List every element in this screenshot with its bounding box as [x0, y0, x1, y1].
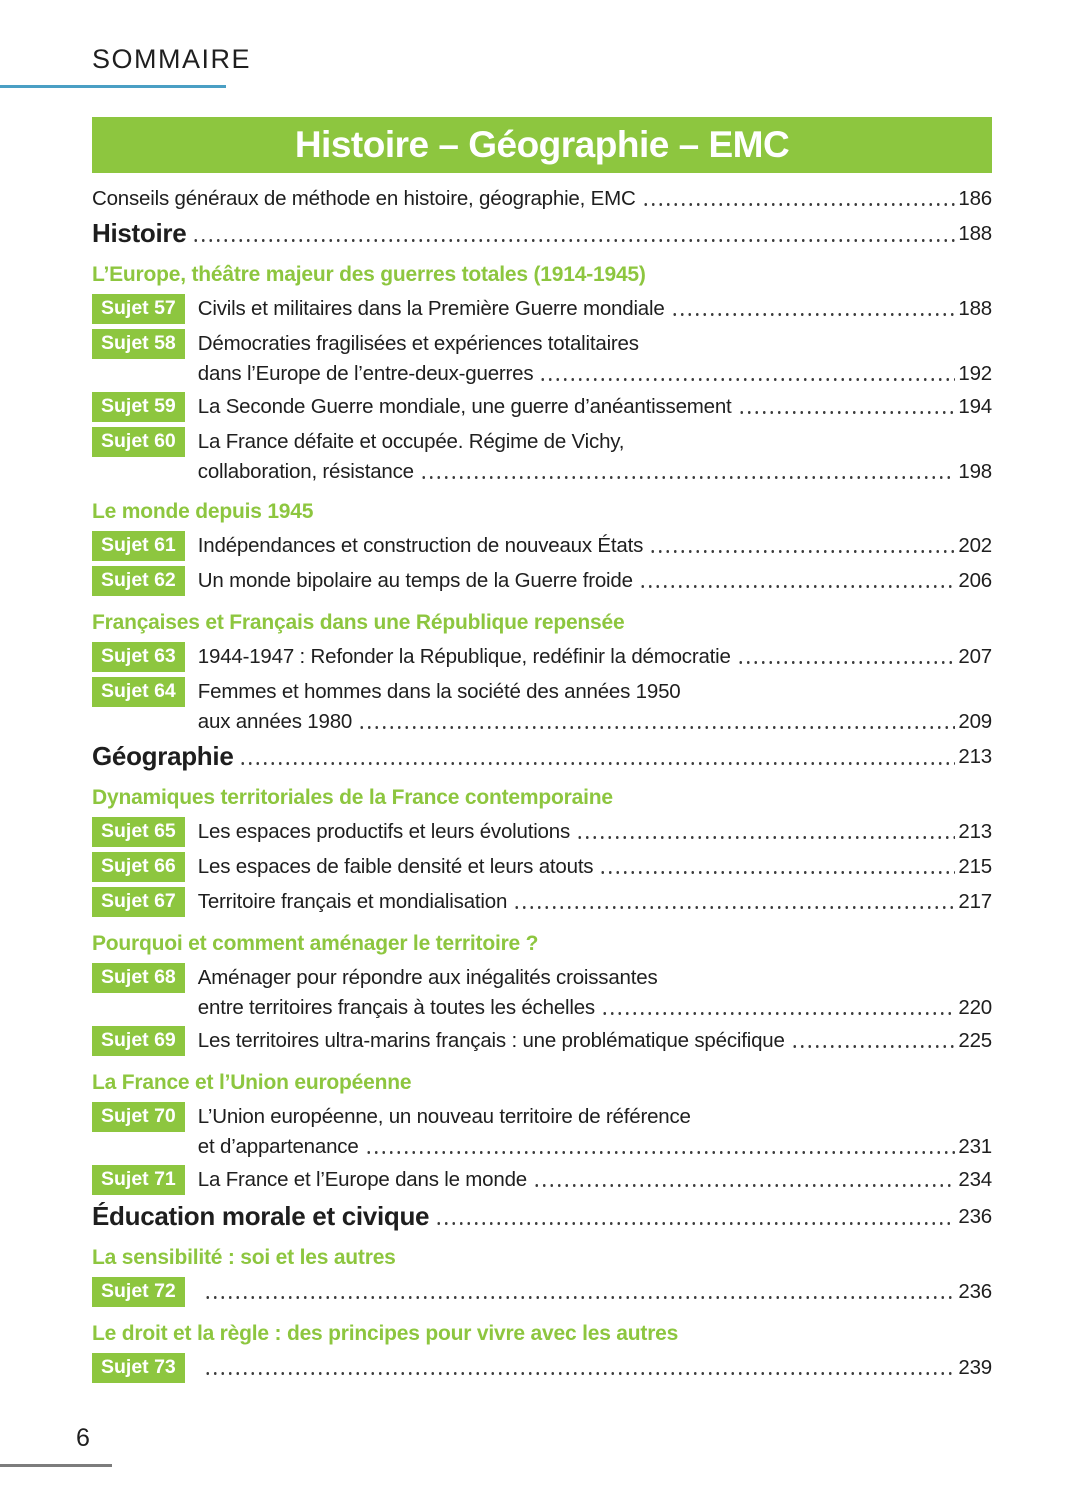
entry-title: La Seconde Guerre mondiale, une guerre d’anéantissement: [197, 395, 732, 418]
entry-body: [198, 819, 992, 845]
entry-page-number: 192: [958, 362, 992, 385]
toc-sujet-entry: [92, 889, 992, 917]
toc-entry-line: [198, 819, 992, 845]
entry-body: [198, 644, 992, 670]
entry-body: [198, 429, 992, 485]
table-of-contents: [92, 186, 992, 1383]
toc-entry-line: [198, 429, 992, 455]
toc-entry-line: [198, 854, 992, 880]
footer-page-number: 6: [76, 1424, 90, 1452]
toc-entry-line: [198, 995, 992, 1021]
entry-body: [198, 1104, 992, 1160]
dot-leader: [539, 376, 955, 383]
entry-body: [198, 1167, 992, 1193]
toc-entry-line: [198, 889, 992, 915]
toc-entry-line: [198, 679, 992, 705]
entry-body: [198, 889, 992, 915]
entry-page-number: 239: [958, 1356, 992, 1379]
toc-entry-line: [92, 742, 992, 771]
dot-leader: [533, 1182, 955, 1189]
toc-entry-line: [198, 1167, 992, 1193]
entry-title: Les espaces productifs et leurs évolutions: [197, 820, 570, 843]
entry-body: [198, 965, 992, 1021]
sujet-badge: Sujet 64: [92, 677, 185, 707]
toc-sujet-entry: [92, 1279, 992, 1307]
dot-leader: [420, 474, 956, 481]
toc-green-heading: Le droit et la règle : des principes pour vivre avec les autres: [92, 1322, 679, 1345]
dot-leader: [204, 1294, 956, 1301]
sujet-badge: Sujet 57: [92, 294, 185, 324]
toc-sujet-entry: [92, 429, 992, 485]
toc-green-heading: Le monde depuis 1945: [92, 500, 314, 523]
toc-green-heading: L’Europe, théâtre majeur des guerres totales (1914-1945): [92, 263, 646, 286]
entry-page-number: 188: [958, 222, 992, 245]
toc-sujet-entry: [92, 679, 992, 735]
entry-title: Un monde bipolaire au temps de la Guerre froide: [197, 569, 633, 592]
sujet-badge: Sujet 63: [92, 642, 185, 672]
dot-leader: [639, 583, 956, 590]
entry-page-number: 188: [958, 297, 992, 320]
entry-body: [198, 1028, 992, 1054]
toc-sujet-entry: [92, 533, 992, 561]
entry-page-number: 215: [958, 855, 992, 878]
entry-page-number: 213: [958, 745, 992, 768]
toc-sujet-entry: [92, 296, 992, 324]
entry-page-number: 194: [958, 395, 992, 418]
entry-page-number: 236: [958, 1280, 992, 1303]
entry-page-number: 206: [958, 569, 992, 592]
sujet-badge: Sujet 69: [92, 1026, 185, 1056]
entry-title: collaboration, résistance: [197, 460, 414, 483]
dot-leader: [239, 760, 955, 767]
entry-title: Femmes et hommes dans la société des années 1950: [197, 680, 681, 703]
banner-title: Histoire – Géographie – EMC: [294, 124, 790, 165]
sujet-badge: Sujet 70: [92, 1102, 185, 1132]
entry-body: [198, 1279, 992, 1305]
entry-body: [198, 679, 992, 735]
sujet-badge: Sujet 60: [92, 427, 185, 457]
toc-green-heading: Françaises et Français dans une République repensée: [92, 611, 625, 634]
entry-title: L’Union européenne, un nouveau territoire de référence: [197, 1105, 691, 1128]
toc-entry-line: [198, 1355, 992, 1381]
toc-sujet-entry: [92, 1167, 992, 1195]
toc-entry-line: [198, 459, 992, 485]
entry-page-number: 202: [958, 534, 992, 557]
section-banner: [92, 117, 992, 173]
entry-page-number: 236: [958, 1205, 992, 1228]
header-underline: [0, 85, 226, 88]
toc-sujet-entry: [92, 331, 992, 387]
entry-body: [198, 854, 992, 880]
sujet-badge: Sujet 59: [92, 392, 185, 422]
entry-title: Histoire: [92, 218, 187, 248]
toc-entry-line: [92, 219, 992, 248]
sujet-badge: Sujet 66: [92, 852, 185, 882]
dot-leader: [576, 834, 955, 841]
toc-sujet-entry: [92, 394, 992, 422]
toc-sujet-entry: [92, 819, 992, 847]
toc-green-heading: La sensibilité : soi et les autres: [92, 1246, 396, 1269]
entry-title: Indépendances et construction de nouveaux États: [197, 534, 644, 557]
toc-section-heading: [92, 742, 992, 771]
dot-leader: [513, 904, 955, 911]
dot-leader: [649, 548, 955, 555]
sujet-badge: Sujet 68: [92, 963, 185, 993]
entry-page-number: 220: [958, 996, 992, 1019]
entry-page-number: 231: [958, 1135, 992, 1158]
toc-entry-line: [198, 644, 992, 670]
dot-leader: [358, 724, 955, 731]
page-title: SOMMAIRE: [92, 44, 252, 74]
dot-leader: [204, 1370, 956, 1377]
footer-rule: [0, 1464, 112, 1467]
entry-page-number: 213: [958, 820, 992, 843]
entry-title: dans l’Europe de l’entre-deux-guerres: [197, 362, 534, 385]
toc-sujet-entry: [92, 644, 992, 672]
entry-title: Éducation morale et civique: [92, 1201, 430, 1231]
entry-page-number: 225: [958, 1029, 992, 1052]
toc-green-heading: Pourquoi et comment aménager le territoire ?: [92, 932, 539, 955]
entry-page-number: 209: [958, 710, 992, 733]
entry-title: entre territoires français à toutes les échelles: [197, 996, 595, 1019]
entry-title: et d’appartenance: [197, 1135, 359, 1158]
toc-entry-line: [198, 1279, 992, 1305]
entry-title: Conseils généraux de méthode en histoire, géographie, EMC: [92, 187, 636, 210]
toc-entry-line: [92, 186, 992, 212]
toc-sujet-entry: [92, 854, 992, 882]
toc-sujet-entry: [92, 1028, 992, 1056]
toc-entry-line: [198, 331, 992, 357]
toc-entry: [92, 186, 992, 212]
toc-entry-line: [198, 1028, 992, 1054]
sujet-badge: Sujet 71: [92, 1165, 185, 1195]
dot-leader: [642, 201, 956, 208]
entry-page-number: 234: [958, 1168, 992, 1191]
entry-title: Aménager pour répondre aux inégalités croissantes: [197, 966, 658, 989]
dot-leader: [671, 311, 956, 318]
entry-title: 1944-1947 : Refonder la République, redéfinir la démocratie: [197, 645, 731, 668]
entry-body: [198, 394, 992, 420]
toc-section-heading: [92, 1202, 992, 1231]
sujet-badge: Sujet 58: [92, 329, 185, 359]
entry-title: aux années 1980: [197, 710, 353, 733]
entry-page-number: 217: [958, 890, 992, 913]
entry-title: Civils et militaires dans la Première Guerre mondiale: [197, 297, 665, 320]
entry-title: Territoire français et mondialisation: [197, 890, 508, 913]
toc-entry-line: [198, 965, 992, 991]
sujet-badge: Sujet 67: [92, 887, 185, 917]
entry-body: [198, 331, 992, 387]
toc-green-heading: Dynamiques territoriales de la France contemporaine: [92, 786, 613, 809]
dot-leader: [738, 409, 956, 416]
toc-entry-line: [198, 533, 992, 559]
toc-section-heading: [92, 219, 992, 248]
entry-body: [198, 568, 992, 594]
dot-leader: [192, 237, 955, 244]
sujet-badge: Sujet 72: [92, 1277, 185, 1307]
dot-leader: [791, 1043, 956, 1050]
toc-sujet-entry: [92, 1104, 992, 1160]
entry-title: La France et l’Europe dans le monde: [197, 1168, 527, 1191]
toc-sujet-entry: [92, 1355, 992, 1383]
entry-title: Géographie: [92, 741, 234, 771]
dot-leader: [435, 1220, 955, 1227]
toc-entry-line: [198, 709, 992, 735]
dot-leader: [737, 659, 956, 666]
toc-sujet-entry: [92, 568, 992, 596]
toc-sujet-entry: [92, 965, 992, 1021]
entry-body: [198, 533, 992, 559]
entry-title: Les espaces de faible densité et leurs atouts: [197, 855, 594, 878]
toc-entry-line: [92, 1202, 992, 1231]
entry-title: Les territoires ultra-marins français : une problématique spécifique: [197, 1029, 785, 1052]
entry-title: Démocraties fragilisées et expériences totalitaires: [197, 332, 639, 355]
sujet-badge: Sujet 65: [92, 817, 185, 847]
sujet-badge: Sujet 73: [92, 1353, 185, 1383]
toc-entry-line: [198, 394, 992, 420]
toc-entry-line: [198, 296, 992, 322]
dot-leader: [599, 869, 955, 876]
entry-page-number: 207: [958, 645, 992, 668]
dot-leader: [601, 1010, 955, 1017]
toc-green-heading: La France et l’Union européenne: [92, 1071, 412, 1094]
entry-page-number: 198: [958, 460, 992, 483]
toc-entry-line: [198, 568, 992, 594]
sujet-badge: Sujet 61: [92, 531, 185, 561]
toc-entry-line: [198, 1104, 992, 1130]
content-area: [92, 117, 992, 1390]
toc-entry-line: [198, 361, 992, 387]
dot-leader: [365, 1149, 956, 1156]
entry-page-number: 186: [958, 187, 992, 210]
entry-body: [198, 296, 992, 322]
toc-entry-line: [198, 1134, 992, 1160]
entry-body: [198, 1355, 992, 1381]
entry-title: La France défaite et occupée. Régime de Vichy,: [197, 430, 625, 453]
sujet-badge: Sujet 62: [92, 566, 185, 596]
